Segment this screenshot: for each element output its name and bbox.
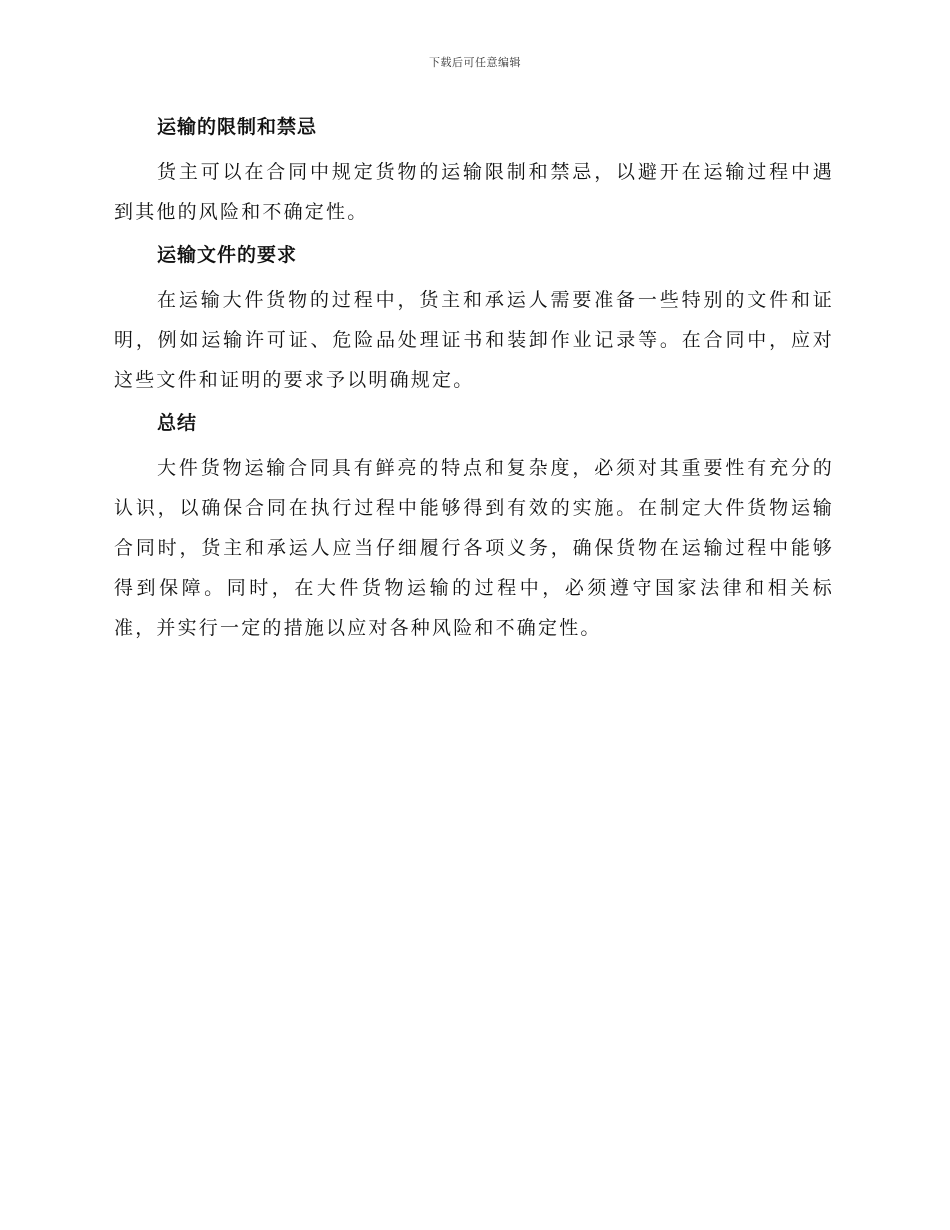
- section-paragraph: 在运输大件货物的过程中，货主和承运人需要准备一些特别的文件和证明，例如运输许可证、危险品处理证书和装卸作业记录等。在合同中，应对这些文件和证明的要求予以明确规定。: [114, 289, 834, 391]
- section-heading: 总结: [157, 412, 198, 434]
- section-summary: [114, 408, 834, 648]
- section-heading: 运输的限制和禁忌: [157, 116, 318, 138]
- section-paragraph: 货主可以在合同中规定货物的运输限制和禁忌，以避开在运输过程中遇到其他的风险和不确定性。: [114, 161, 834, 223]
- document-body: [114, 112, 834, 656]
- section-paragraph: 大件货物运输合同具有鲜亮的特点和复杂度，必须对其重要性有充分的认识，以确保合同在执行过程中能够得到有效的实施。在制定大件货物运输合同时，货主和承运人应当仔细履行各项义务，确保货物在运输过程中能够得到保障。同时，在大件货物运输的过程中，必须遵守国家法律和相关标准，并实行一定的措施以应对各种风险和不确定性。: [114, 457, 834, 639]
- section-transport-restrictions: [114, 112, 834, 232]
- section-heading: 运输文件的要求: [157, 244, 298, 266]
- header-note: 下载后可任意编辑: [429, 56, 521, 69]
- section-document-requirements: [114, 240, 834, 400]
